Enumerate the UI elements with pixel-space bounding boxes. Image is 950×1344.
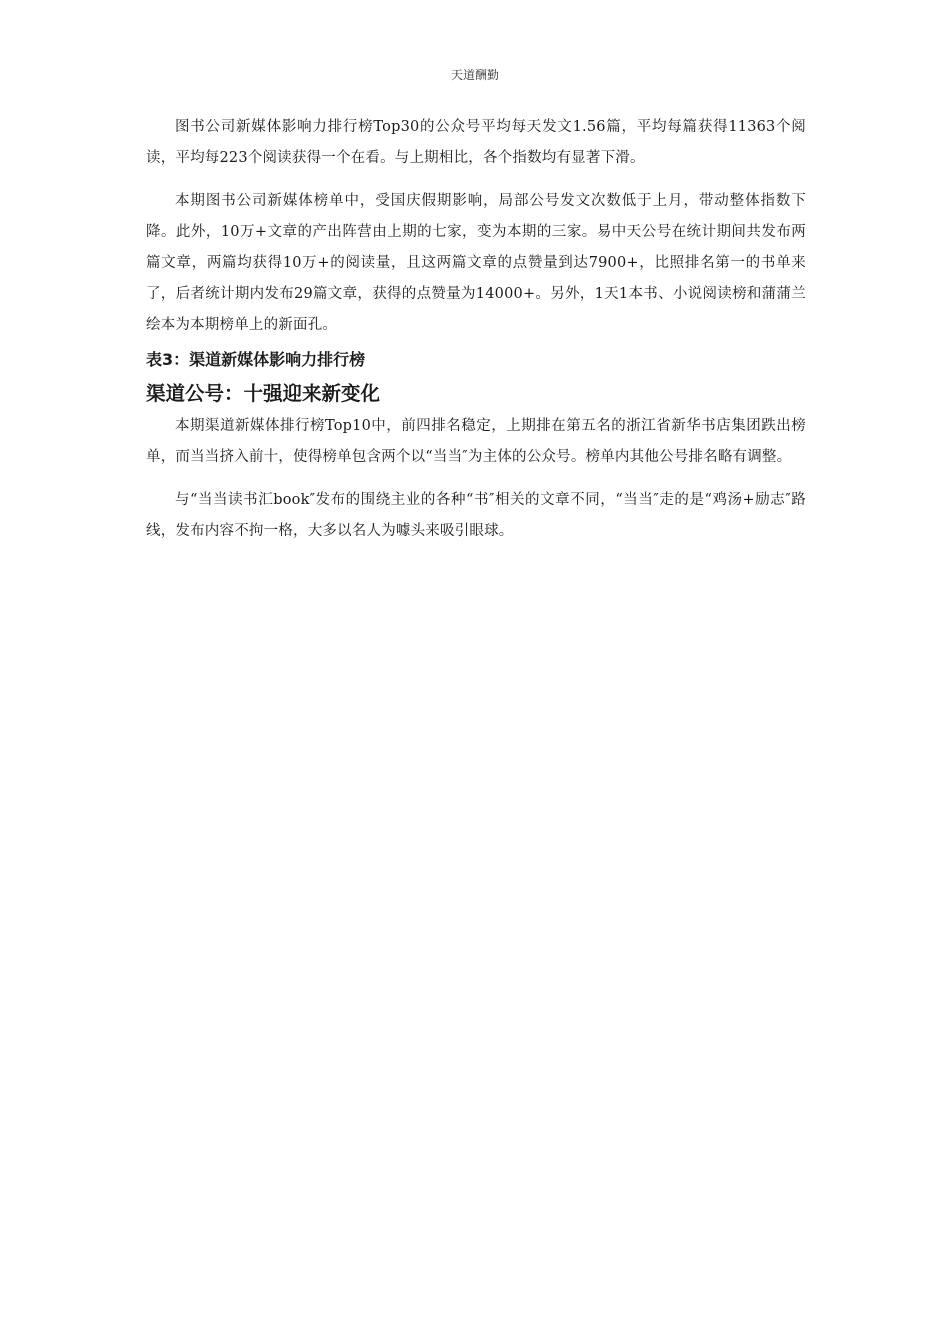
paragraph-intro: 图书公司新媒体影响力排行榜Top30的公众号平均每天发文1.56篇，平均每篇获得11363个阅读，平均每223个阅读获得一个在看。与上期相比，各个指数均有显著下滑。 xyxy=(146,119,806,166)
paragraph-channel-ranking: 本期渠道新媒体排行榜Top10中，前四排名稳定，上期排在第五名的浙江省新华书店集团跌出榜单，而当当挤入前十，使得榜单包含两个以“当当″为主体的公众号。榜单内其他公号排名略有调整。 xyxy=(146,418,806,465)
page-header: 天道酬勤 xyxy=(450,68,499,82)
paragraph-dangdang-comparison: 与“当当读书汇book″发布的围绕主业的各种“书″相关的文章不同，“当当″走的是“鸡汤+励志″路线，发布内容不拘一格，大多以名人为噱头来吸引眼球。 xyxy=(146,492,806,539)
table-caption: 表3：渠道新媒体影响力排行榜 xyxy=(146,350,366,369)
document-body xyxy=(146,112,806,559)
paragraph-holiday-impact: 本期图书公司新媒体榜单中，受国庆假期影响，局部公号发文次数低于上月，带动整体指数下降。此外，10万+文章的产出阵营由上期的七家，变为本期的三家。易中天公号在统计期间共发布两篇文章，两篇均获得10万+的阅读量，且这两篇文章的点赞量到达7900+，比照排名第一的书单来了，后者统计期内发布29篇文章，获得的点赞量为14000+。另外，1天1本书、小说阅读榜和蒲蒲兰绘本为本期榜单上的新面孔。 xyxy=(146,193,806,333)
section-title: 渠道公号：十强迎来新变化 xyxy=(146,382,381,405)
